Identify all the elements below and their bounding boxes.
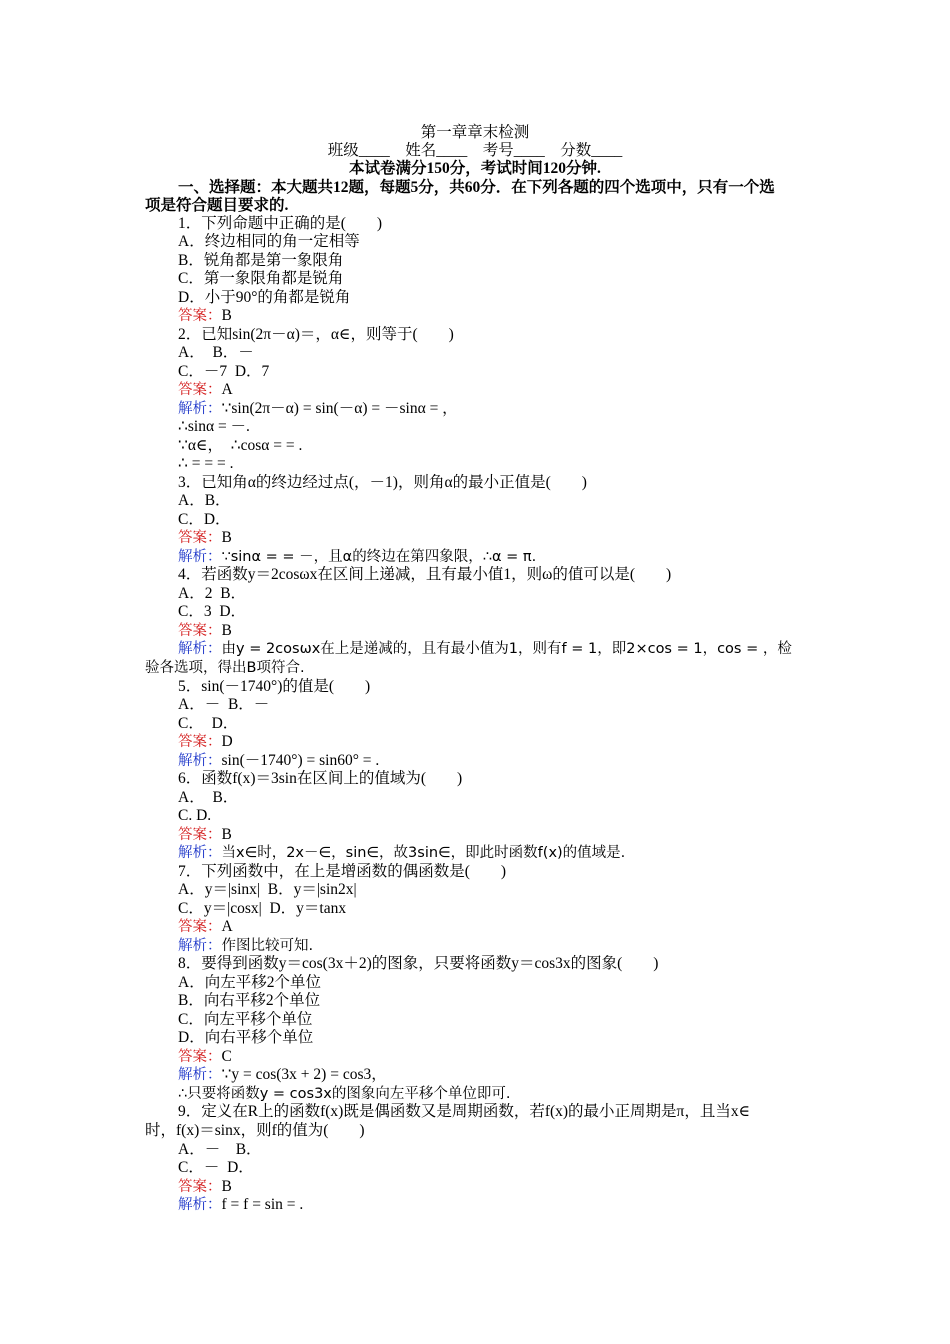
q4-options-ab: A．2 B． (178, 585, 247, 602)
section-heading-line1: 一、选择题：本大题共12题，每题5分，共60分．在下列各题的四个选项中，只有一个选 (178, 179, 775, 196)
q4-analysis-2: 验各选项，得出B项符合. (145, 660, 305, 676)
answer-label: 答案： (178, 382, 222, 398)
answer-label: 答案： (178, 623, 222, 639)
q9-stem-2: 时，f(x)＝sinx，则f的值为( ) (145, 1122, 365, 1139)
q7-answer-value: A (221, 918, 233, 935)
q2-analysis-4: ∴ = = = . (178, 455, 234, 472)
q4-stem: 4．若函数y＝2cosωx在区间上递减，且有最小值1，则ω的值可以是( ) (178, 566, 672, 583)
q5-options-ab: A．－ B．－ (178, 696, 270, 713)
answer-label: 答案： (178, 919, 222, 935)
q8-option-a: A．向左平移2个单位 (178, 974, 321, 991)
q9-answer (178, 1178, 232, 1197)
q4-answer-value: B (221, 622, 232, 639)
q2-answer (178, 381, 233, 400)
q8-option-d: D．向右平移个单位 (178, 1029, 314, 1046)
analysis-label: 解析： (178, 401, 222, 417)
q7-stem: 7．下列函数中，在上是增函数的偶函数是( ) (178, 863, 507, 880)
exam-title: 第一章章末检测 (420, 124, 530, 141)
q6-answer (178, 826, 232, 845)
answer-label: 答案： (178, 1179, 222, 1195)
q2-analysis-1: 解析：∵sin(2π－α) = sin(－α) = －sinα = ， (178, 400, 458, 417)
q5-answer-value: D (221, 733, 233, 750)
analysis-label: 解析： (178, 1197, 222, 1213)
q5-answer (178, 733, 233, 752)
q9-analysis-1: 解析：f = f = sin = . (178, 1196, 304, 1213)
answer-label: 答案： (178, 308, 222, 324)
student-info-line: 班级____ 姓名____ 考号____ 分数____ (327, 142, 623, 159)
q2-stem: 2．已知sin(2π－α)＝，α∈，则等于( ) (178, 326, 454, 343)
answer-label: 答案： (178, 530, 222, 546)
q6-analysis-1: 解析：当x∈时，2x－∈，sin∈，故3sin∈，即此时函数f(x)的值域是. (178, 845, 626, 861)
q3-stem: 3．已知角α的终边经过点(，－1)，则角α的最小正值是( ) (178, 474, 587, 491)
q2-analysis-3: ∵α∈， ∴cosα = = . (178, 437, 303, 454)
q5-options-cd: C． D． (178, 715, 239, 732)
analysis-label: 解析： (178, 938, 222, 954)
q9-answer-value: B (221, 1178, 232, 1195)
answer-label: 答案： (178, 734, 222, 750)
q8-stem: 8．要得到函数y＝cos(3x＋2)的图象，只要将函数y＝cos3x的图象( ) (178, 955, 659, 972)
q8-answer-value: C (221, 1048, 232, 1065)
q4-options-cd: C．3 D． (178, 603, 247, 620)
q2-analysis-2: ∴sinα = －. (178, 418, 250, 435)
q1-option-a: A．终边相同的角一定相等 (178, 233, 360, 250)
q7-options-cd: C．y＝|cosx| D．y＝tanx (178, 900, 347, 917)
q8-analysis-1: 解析：∵y = cos(3x + 2) = cos3， (178, 1066, 387, 1083)
q9-stem-1: 9．定义在R上的函数f(x)既是偶函数又是周期函数，若f(x)的最小正周期是π，且当x∈ (178, 1103, 751, 1120)
q4-analysis-1: 解析：由y = 2cosωx在上是递减的，且有最小值为1，则有f = 1，即2×cos = 1，cos = ，检 (178, 641, 792, 657)
answer-label: 答案： (178, 827, 222, 843)
q6-stem: 6．函数f(x)＝3sin在区间上的值域为( ) (178, 770, 463, 787)
q1-answer-value: B (221, 307, 232, 324)
q3-options-cd: C．D． (178, 511, 231, 528)
q1-option-b: B．锐角都是第一象限角 (178, 252, 344, 269)
q6-options-ab: A． B． (178, 789, 239, 806)
q7-analysis-1: 解析：作图比较可知. (178, 938, 314, 954)
q1-answer (178, 307, 232, 326)
q3-answer (178, 529, 232, 548)
q3-options-ab: A．B． (178, 492, 231, 509)
q3-answer-value: B (221, 529, 232, 546)
q1-stem: 1．下列命题中正确的是( ) (178, 215, 383, 232)
analysis-label: 解析： (178, 1067, 222, 1083)
q3-analysis-1: 解析：∵sinα = = －，且α的终边在第四象限，∴α = π. (178, 549, 537, 565)
answer-label: 答案： (178, 1049, 222, 1065)
q2-options-ab: A． B．－ (178, 344, 254, 361)
analysis-label: 解析： (178, 845, 222, 861)
q1-option-d: D．小于90°的角都是锐角 (178, 289, 351, 306)
q1-option-c: C．第一象限角都是锐角 (178, 270, 344, 287)
q9-options-cd: C．－ D． (178, 1159, 254, 1176)
q6-answer-value: B (221, 826, 232, 843)
q8-option-b: B．向右平移2个单位 (178, 992, 321, 1009)
q5-stem: 5．sin(－1740°)的值是( ) (178, 678, 371, 695)
analysis-label: 解析： (178, 641, 222, 657)
analysis-label: 解析： (178, 753, 222, 769)
section-heading-line2: 项是符合题目要求的. (145, 197, 289, 214)
q5-analysis-1: 解析：sin(－1740°) = sin60° = . (178, 752, 380, 769)
q4-answer (178, 622, 232, 641)
q7-answer (178, 918, 233, 937)
q9-options-ab: A．－ B． (178, 1141, 262, 1158)
analysis-label: 解析： (178, 549, 222, 565)
q8-analysis-2: ∴只要将函数y = cos3x的图象向左平移个单位即可. (178, 1086, 511, 1102)
q2-options-cd: C．－7 D．7 (178, 363, 270, 380)
q6-options-cd: C. D. (178, 807, 212, 824)
exam-meta: 本试卷满分150分，考试时间120分钟. (349, 160, 601, 177)
q7-options-ab: A．y＝|sinx| B．y＝|sin2x| (178, 881, 357, 898)
q8-answer (178, 1048, 232, 1067)
q2-answer-value: A (221, 381, 233, 398)
q8-option-c: C．向左平移个单位 (178, 1011, 313, 1028)
